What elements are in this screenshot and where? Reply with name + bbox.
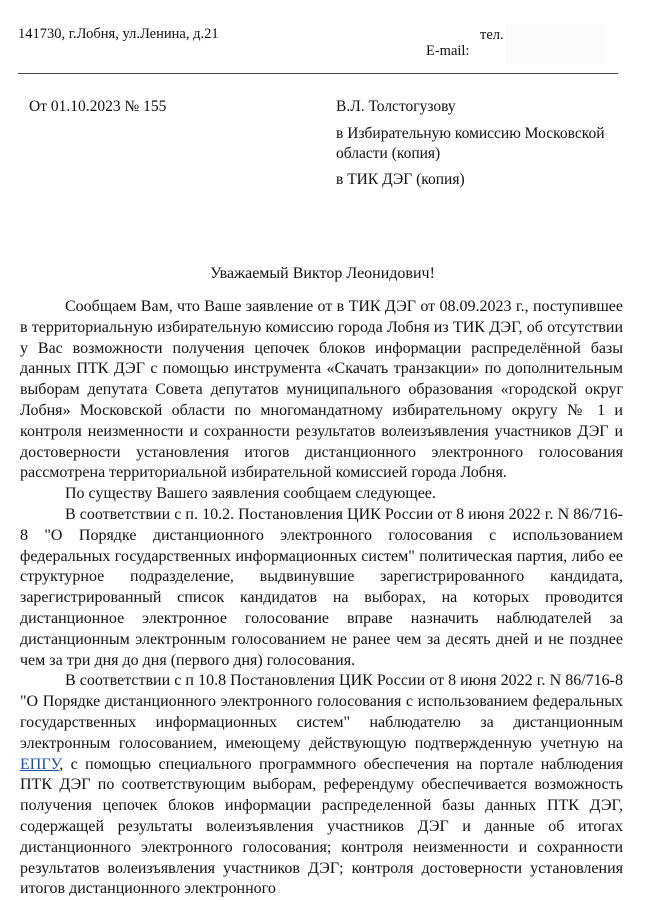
header-divider xyxy=(18,73,618,74)
salutation: Уважаемый Виктор Леонидович! xyxy=(210,265,435,282)
addressee-copy-tik: в ТИК ДЭГ (копия) xyxy=(336,171,465,188)
paragraph-text-before-link: В соответствии с п 10.8 Постановления ЦИК России от 8 июня 2022 г. N 86/716-8 "О Порядке дистанционного электронного голосования с использованием федеральных государственных информационных систем" наблюдателю за дистанционным электронным голосованием, имеющему действующую подтвержденную учетную на xyxy=(20,672,623,752)
redacted-contact-area xyxy=(505,24,605,64)
email-label: E-mail: xyxy=(426,43,470,59)
addressee-primary: В.Л. Толстогузову xyxy=(336,98,456,115)
paragraph-observers-appointment: В соответствии с п. 10.2. Постановления ЦИК России от 8 июня 2022 г. N 86/716-8 "О Порядке дистанционного электронного голосования с использованием федеральных государственных информационных систем" политическая партия, либо ее структурное подразделение, выдвинувшие зарегистрированного кандидата, зарегистрированный список кандидатов на выборах, на которых проводится дистанционное электронное голосование вправе назначить наблюдателей за дистанционным электронным голосованием не ранее чем за десять дней и не позднее чем за три дня до дня (первого дня) голосования. xyxy=(20,505,623,669)
letter-date-number: От 01.10.2023 № 155 xyxy=(29,98,167,115)
sender-address: 141730, г.Лобня, ул.Ленина, д.21 xyxy=(18,26,219,42)
paragraph-transition: По существу Вашего заявления сообщаем следующее. xyxy=(65,485,436,503)
addressee-copy-commission: в Избирательную комиссию Московской области (копия) xyxy=(336,125,605,162)
paragraph-observer-rights xyxy=(20,671,623,900)
letter-body xyxy=(20,297,623,900)
paragraph-text-after-link: , с помощью специального программного обеспечения на портале наблюдения ПТК ДЭГ по соответствующим выборам, референдуму обеспечивается возможность получения цепочек блоков информации распределенной базы данных ПТК ДЭГ, содержащей результаты волеизъявления участников ДЭГ и данные об итогах дистанционного электронного голосования; контроля неизменности и сохранности результатов волеизъявления участников ДЭГ; контроля достоверности установления итогов дистанционного электронного xyxy=(20,755,623,898)
epgu-link[interactable]: ЕПГУ xyxy=(20,755,60,773)
paragraph-intro: Сообщаем Вам, что Ваше заявление от в ТИК ДЭГ от 08.09.2023 г., поступившее в территориальную избирательную комиссию города Лобня из ТИК ДЭГ, об отсутствии у Вас возможности получения цепочек блоков информации распределённой базы данных ПТК ДЭГ с помощью инструмента «Скачать транзакции» по дополнительным выборам депутата Совета депутатов муниципального образования «городской округ Лобня» Московской области по многомандатному избирательному округу № 1 и контроля неизменности и сохранности результатов волеизъявления участников ДЭГ и достоверности установления итогов дистанционного электронного голосования рассмотрена территориальной избирательной комиссией города Лобня. xyxy=(20,298,623,482)
phone-label: тел. xyxy=(480,27,504,43)
